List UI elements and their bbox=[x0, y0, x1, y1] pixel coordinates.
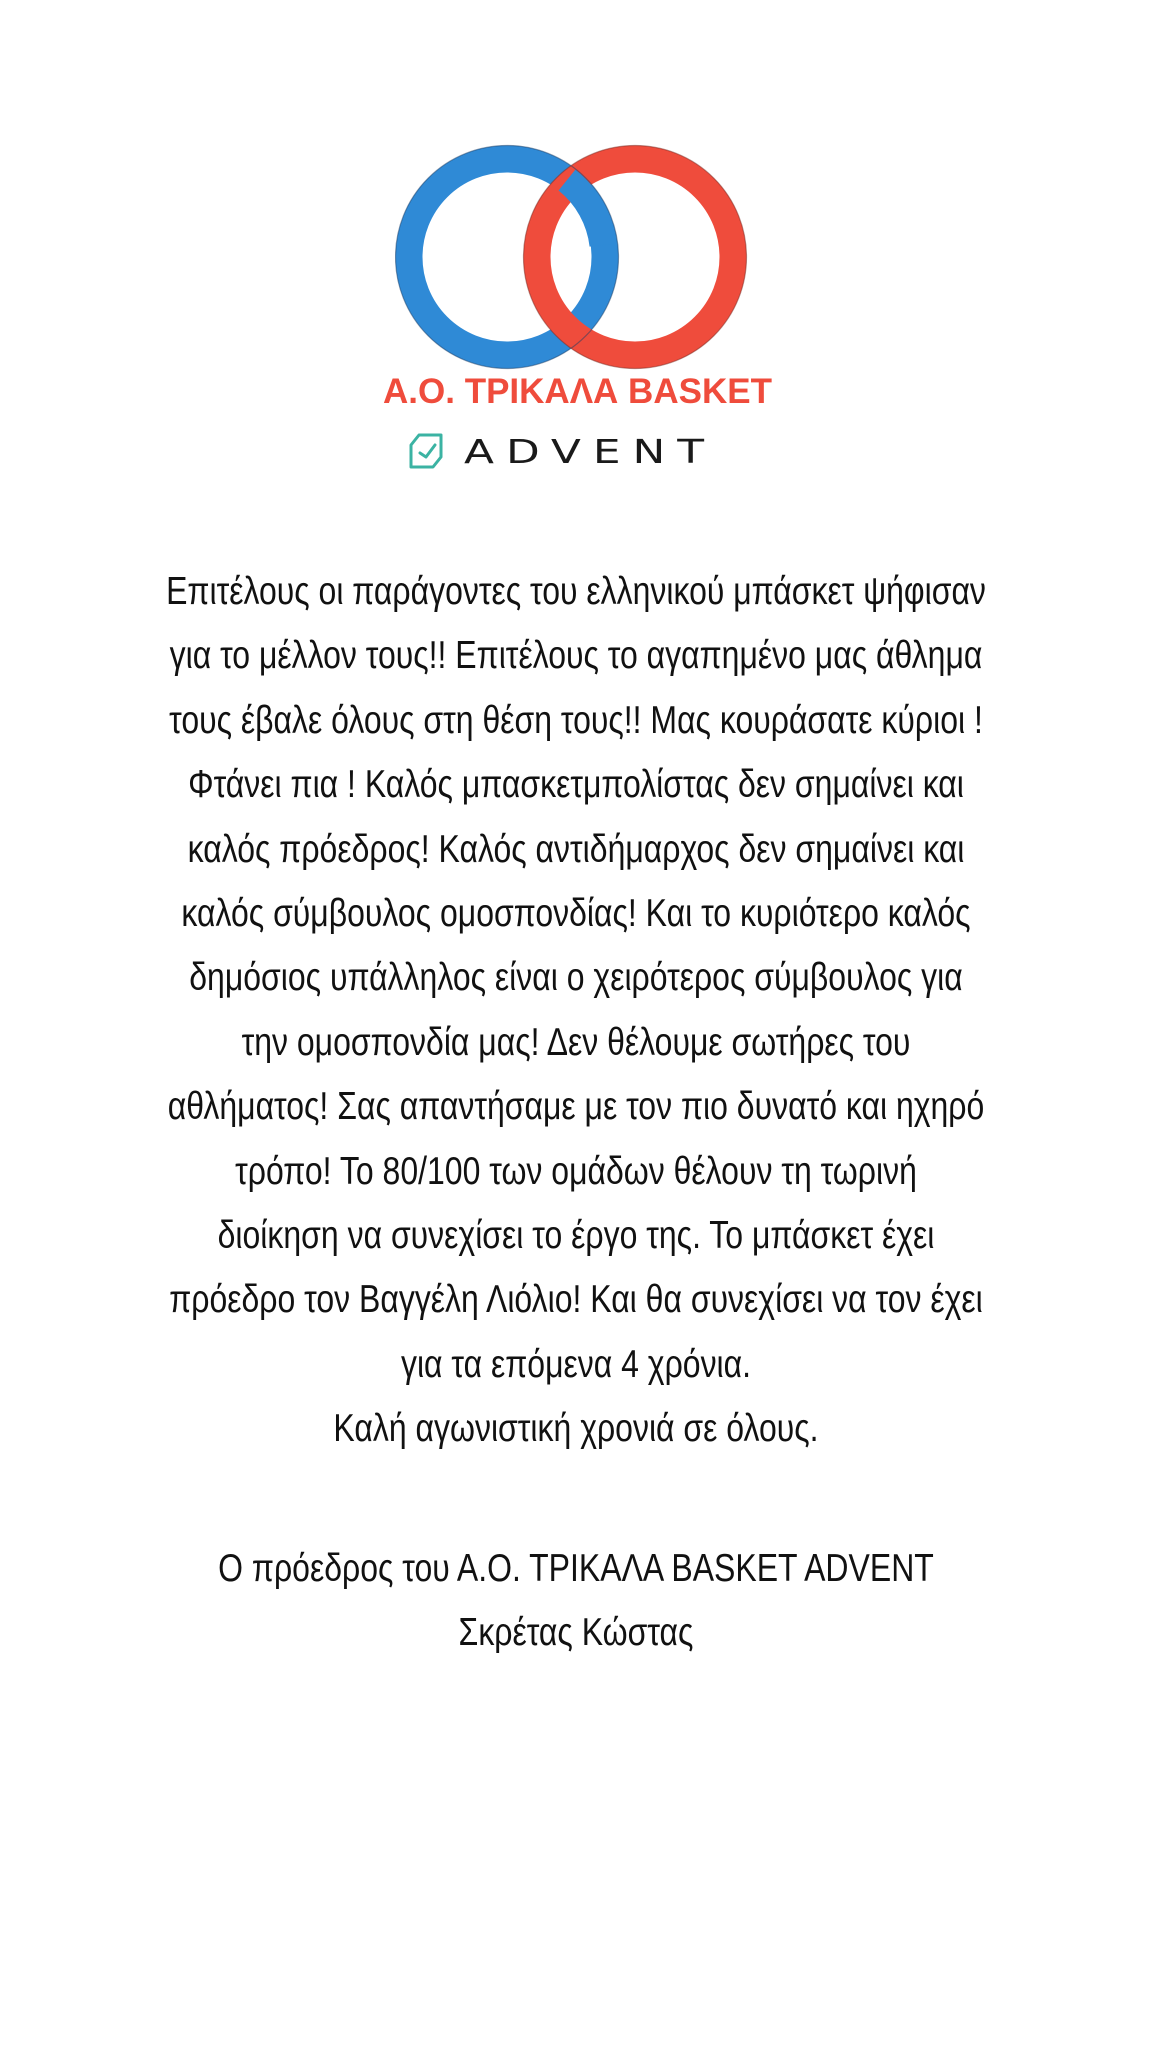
sponsor-name: ADVENT bbox=[464, 435, 716, 467]
statement-line: πρόεδρο τον Βαγγέλη Λιόλιο! Και θα συνεχίσει να τον έχει bbox=[169, 1278, 983, 1322]
statement-line: για το μέλλον τους!! Επιτέλους το αγαπημένο μας άθλημα bbox=[169, 634, 983, 678]
statement-line: τους έβαλε όλους στη θέση τους!! Μας κουράσατε κύριοι ! bbox=[169, 698, 983, 742]
statement-line: τρόπο! Το 80/100 των ομάδων θέλουν τη τωρινή bbox=[235, 1149, 917, 1193]
signature-block bbox=[60, 1537, 1092, 1665]
rings-icon bbox=[395, 140, 755, 375]
advent-mark-icon bbox=[407, 431, 447, 471]
blue-ring-overlap bbox=[567, 180, 603, 245]
advent-wordmark bbox=[464, 435, 719, 467]
team-name: Α.Ο. ΤΡΙΚΑΛΑ BASKET bbox=[383, 372, 772, 411]
signature-title: Ο πρόεδρος του Α.Ο. ΤΡΙΚΑΛΑ BASKET ADVENT bbox=[218, 1547, 934, 1590]
statement-line: την ομοσπονδία μας! Δεν θέλουμε σωτήρες του bbox=[241, 1020, 911, 1064]
statement-line: για τα επόμενα 4 χρόνια. bbox=[400, 1342, 752, 1386]
club-logo bbox=[275, 120, 880, 540]
statement-line: Καλή αγωνιστική χρονιά σε όλους. bbox=[333, 1407, 819, 1451]
signature-name: Σκρέτας Κώστας bbox=[458, 1611, 694, 1654]
statement-line: καλός πρόεδρος! Καλός αντιδήμαρχος δεν σημαίνει και bbox=[187, 827, 965, 871]
statement-line: διοίκηση να συνεχίσει το έργο της. Το μπάσκετ έχει bbox=[217, 1214, 935, 1258]
statement-line: καλός σύμβουλος ομοσπονδίας! Και το κυριότερο καλός bbox=[181, 892, 971, 936]
statement-line: Φτάνει πια ! Καλός μπασκετμπολίστας δεν σημαίνει και bbox=[188, 763, 964, 807]
statement-line: αθλήματος! Σας απαντήσαμε με τον πιο δυνατό και ηχηρό bbox=[167, 1085, 985, 1129]
statement-text bbox=[60, 560, 1092, 1462]
statement-line: Επιτέλους οι παράγοντες του ελληνικού μπάσκετ ψήφισαν bbox=[166, 570, 986, 613]
statement-line: δημόσιος υπάλληλος είναι ο χειρότερος σύμβουλος για bbox=[189, 956, 963, 1000]
sponsor-row bbox=[407, 425, 727, 475]
